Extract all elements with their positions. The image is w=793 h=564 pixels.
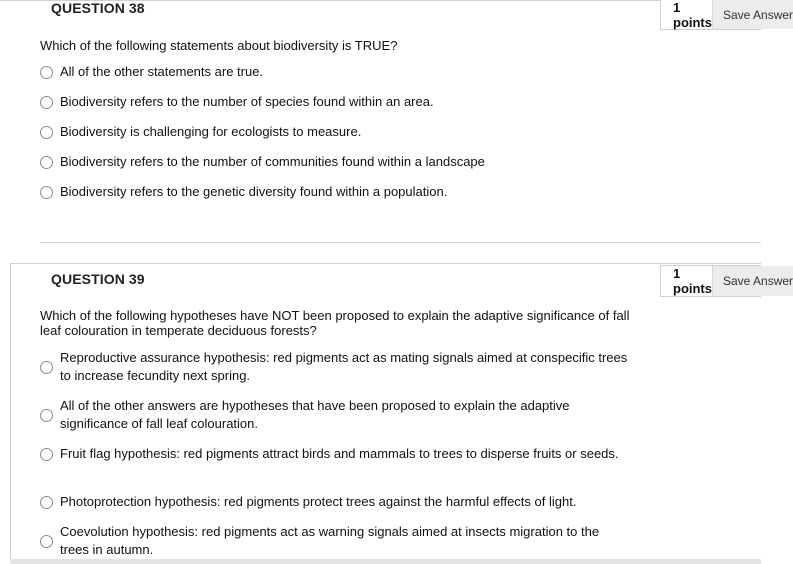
question-39-top-border	[10, 263, 761, 264]
question-39-save-button[interactable]: Save Answer	[712, 266, 793, 296]
question-separator	[40, 242, 761, 243]
question-38-save-button[interactable]: Save Answer	[712, 0, 793, 29]
radio-button[interactable]	[40, 448, 53, 461]
option-label: Biodiversity refers to the number of communities found within a landscape	[60, 154, 485, 169]
horizontal-scrollbar[interactable]	[10, 559, 761, 564]
radio-button[interactable]	[40, 409, 53, 422]
option-label: All of the other answers are hypotheses that have been proposed to explain the adaptive significance of fall leaf colouration.	[60, 398, 570, 431]
question-39-option-1[interactable]	[40, 349, 640, 385]
radio-button[interactable]	[40, 96, 53, 109]
question-38-option-4[interactable]	[40, 153, 640, 171]
question-39-option-5[interactable]	[40, 523, 640, 559]
option-label: Biodiversity refers to the number of species found within an area.	[60, 94, 434, 109]
question-38-prompt: Which of the following statements about biodiversity is TRUE?	[40, 38, 398, 53]
question-39-prompt: Which of the following hypotheses have NOT been proposed to explain the adaptive significance of fall leaf colouration in temperate deciduous forests?	[40, 308, 630, 338]
question-38-points: 1 points	[673, 0, 712, 30]
radio-button[interactable]	[40, 535, 53, 548]
question-39-option-4[interactable]	[40, 493, 640, 511]
radio-button[interactable]	[40, 156, 53, 169]
question-38-points-box	[660, 0, 793, 30]
question-38-title: QUESTION 38	[51, 0, 145, 16]
option-label: All of the other statements are true.	[60, 64, 264, 79]
question-38-option-2[interactable]	[40, 93, 640, 111]
radio-button[interactable]	[40, 361, 53, 374]
radio-button[interactable]	[40, 126, 53, 139]
radio-button[interactable]	[40, 186, 53, 199]
question-39-points: 1 points	[673, 266, 712, 296]
option-label: Reproductive assurance hypothesis: red pigments act as mating signals aimed at conspecific trees to increase fecundity next spring.	[60, 350, 628, 383]
question-39-points-box	[660, 265, 793, 297]
question-39-option-3[interactable]	[40, 445, 640, 463]
option-label: Biodiversity refers to the genetic diversity found within a population.	[60, 184, 448, 199]
question-39-left-border	[10, 263, 11, 564]
option-label: Biodiversity is challenging for ecologists to measure.	[60, 124, 362, 139]
question-39-title: QUESTION 39	[51, 271, 145, 287]
question-38-option-5[interactable]	[40, 183, 640, 201]
question-39-option-2[interactable]	[40, 397, 640, 433]
option-label: Coevolution hypothesis: red pigments act as warning signals aimed at insects migration to the trees in autumn.	[60, 524, 600, 557]
question-38-option-1[interactable]	[40, 63, 640, 81]
radio-button[interactable]	[40, 496, 53, 509]
radio-button[interactable]	[40, 66, 53, 79]
option-label: Fruit flag hypothesis: red pigments attract birds and mammals to trees to disperse fruits or seeds.	[60, 446, 619, 461]
question-38-option-3[interactable]	[40, 123, 640, 141]
option-label: Photoprotection hypothesis: red pigments protect trees against the harmful effects of light.	[60, 494, 577, 509]
